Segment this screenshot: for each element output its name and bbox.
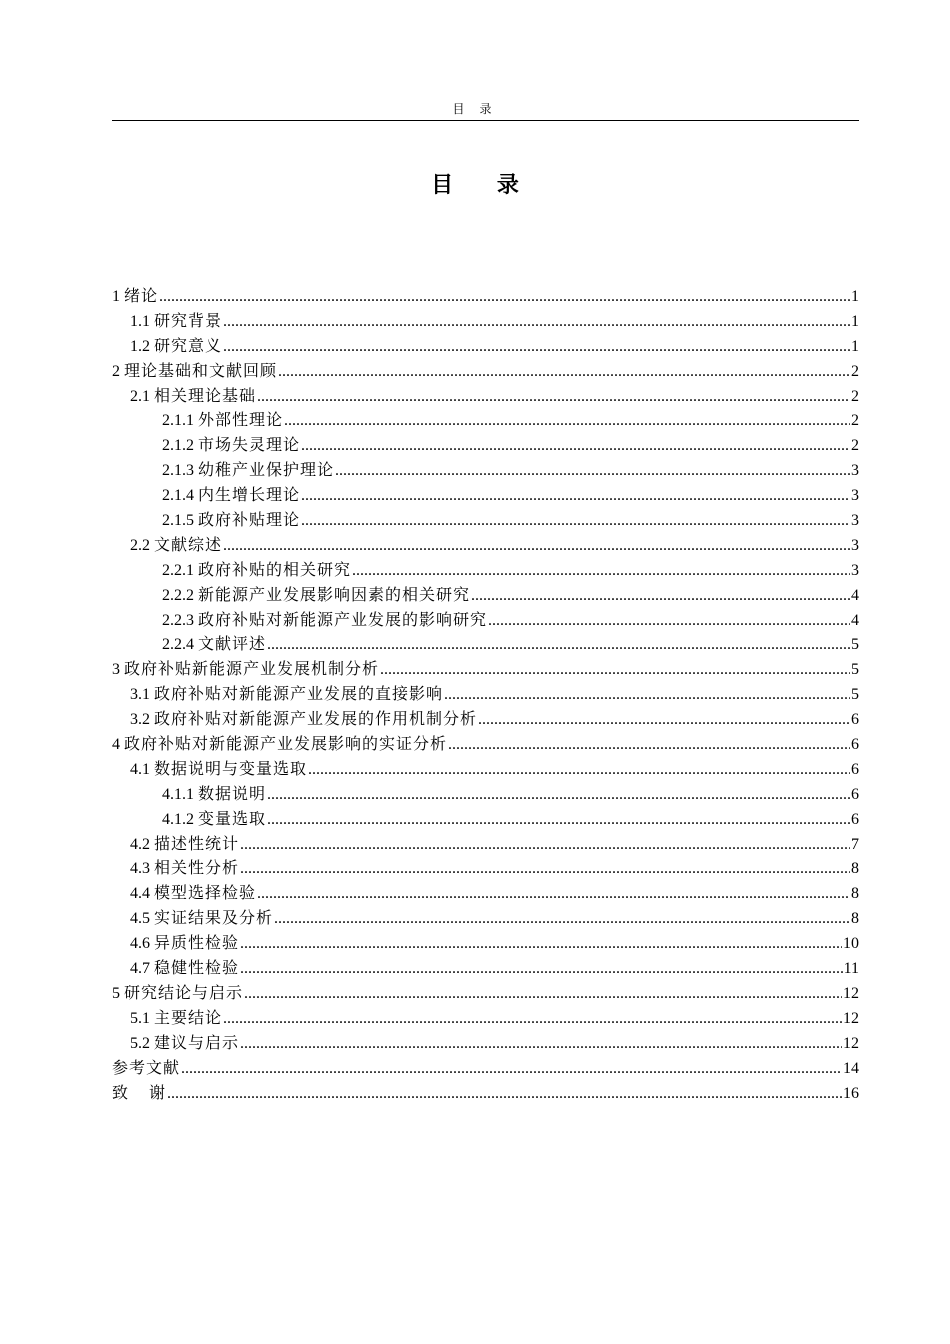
toc-entry-title: 致 谢	[112, 1084, 167, 1102]
dot-leader	[240, 957, 843, 982]
toc-entry-number: 4.4	[130, 885, 150, 903]
dot-leader	[257, 882, 850, 907]
toc-entry-label	[112, 658, 379, 683]
toc-entry-title: 内生增长理论	[198, 487, 301, 505]
toc-entry-label	[130, 882, 256, 907]
toc-entry-number: 3.2	[130, 711, 150, 729]
toc-entry-title: 文献评述	[198, 636, 267, 654]
toc-entry-number: 5.2	[130, 1034, 150, 1052]
toc-entry-label	[130, 683, 443, 708]
toc-entry-label	[162, 609, 487, 634]
dot-leader	[223, 310, 850, 335]
toc-entry-number: 2.2.1	[162, 561, 194, 579]
toc-entry-page-number: 2	[851, 362, 859, 380]
toc-entry-label	[130, 534, 222, 559]
toc-entry-page-number: 6	[851, 711, 859, 729]
toc-entry-label	[130, 932, 239, 957]
toc-entry-number: 4.1	[130, 760, 150, 778]
dot-leader	[240, 1032, 842, 1057]
toc-entry-label	[130, 833, 239, 858]
dot-leader	[301, 484, 850, 509]
dot-leader	[267, 783, 850, 808]
toc-entry-number: 2.1.3	[162, 462, 194, 480]
toc-entry[interactable]	[112, 733, 859, 758]
toc-entry[interactable]	[112, 1057, 859, 1082]
toc-entry[interactable]	[112, 1007, 859, 1032]
dot-leader	[278, 360, 850, 385]
toc-entry-title: 政府补贴新能源产业发展机制分析	[124, 661, 380, 679]
toc-entry-number: 2.2.4	[162, 636, 194, 654]
toc-entry[interactable]	[112, 509, 859, 534]
toc-entry[interactable]	[112, 434, 859, 459]
dot-leader	[159, 285, 850, 310]
toc-entry-label	[130, 1032, 239, 1057]
toc-entry-title: 政府补贴对新能源产业发展的作用机制分析	[154, 711, 478, 729]
dot-leader	[448, 733, 850, 758]
toc-entry-title: 文献综述	[154, 536, 223, 554]
toc-entry-page-number: 5	[851, 686, 859, 704]
toc-entry-label	[112, 733, 447, 758]
toc-entry-number: 2.2	[130, 536, 150, 554]
toc-entry-title: 模型选择检验	[154, 885, 257, 903]
toc-entry-page-number: 1	[851, 312, 859, 330]
toc-entry[interactable]	[112, 833, 859, 858]
toc-entry-number: 4.2	[130, 835, 150, 853]
toc-entry[interactable]	[112, 1032, 859, 1057]
toc-entry[interactable]	[112, 609, 859, 634]
toc-entry-number: 2.1	[130, 387, 150, 405]
dot-leader	[352, 559, 850, 584]
page-title: 目 录	[431, 173, 537, 198]
toc-entry-label	[162, 783, 266, 808]
toc-entry-number: 2.1.1	[162, 412, 194, 430]
dot-leader	[267, 808, 850, 833]
toc-entry-title: 描述性统计	[154, 835, 240, 853]
dot-leader	[167, 1082, 842, 1107]
dot-leader	[257, 385, 850, 410]
toc-entry-page-number: 5	[851, 636, 859, 654]
toc-entry[interactable]	[112, 559, 859, 584]
toc-entry[interactable]	[112, 385, 859, 410]
dot-leader	[244, 982, 842, 1007]
dot-leader	[284, 409, 850, 434]
toc-entry[interactable]	[112, 658, 859, 683]
toc-entry-page-number: 12	[843, 1009, 859, 1027]
toc-entry-number: 1.1	[130, 312, 150, 330]
toc-entry-page-number: 11	[843, 960, 859, 978]
toc-entry-label	[130, 708, 477, 733]
toc-entry-page-number: 8	[851, 910, 859, 928]
toc-entry-title: 数据说明与变量选取	[154, 760, 308, 778]
toc-entry-title: 绪论	[124, 288, 159, 305]
toc-entry[interactable]	[112, 360, 859, 385]
toc-entry-title: 变量选取	[198, 810, 267, 828]
toc-entry-label	[130, 857, 239, 882]
toc-entry-title: 相关理论基础	[154, 387, 257, 405]
toc-entry-label	[130, 957, 239, 982]
toc-entry-page-number: 3	[851, 512, 859, 530]
toc-entry-title: 相关性分析	[154, 860, 240, 878]
toc-entry-label	[162, 484, 300, 509]
dot-leader	[240, 857, 850, 882]
toc-entry-title: 外部性理论	[198, 412, 284, 430]
toc-entry-page-number: 1	[851, 337, 859, 355]
toc-entry-label	[112, 285, 158, 310]
toc-entry-label	[162, 509, 300, 534]
toc-entry-page-number: 3	[851, 462, 859, 480]
dot-leader	[223, 1007, 842, 1032]
dot-leader	[274, 907, 850, 932]
toc-entry-page-number: 12	[843, 984, 859, 1002]
toc-entry-title: 数据说明	[198, 785, 267, 803]
toc-entry[interactable]	[112, 982, 859, 1007]
toc-entry[interactable]	[112, 1082, 859, 1107]
toc-entry-number: 2.1.4	[162, 487, 194, 505]
toc-entry-title: 研究背景	[154, 312, 223, 330]
toc-entry-label	[162, 808, 266, 833]
dot-leader	[335, 459, 850, 484]
dot-leader	[471, 584, 850, 609]
toc-entry-page-number: 16	[843, 1084, 859, 1102]
toc-entry-label	[130, 335, 222, 360]
toc-entry-page-number: 1	[851, 288, 859, 305]
toc-entry-title: 政府补贴对新能源产业发展影响的实证分析	[124, 736, 448, 754]
dot-leader	[223, 534, 850, 559]
toc-entry-number: 3	[112, 661, 120, 679]
toc-entry[interactable]	[112, 708, 859, 733]
toc-entry[interactable]	[112, 957, 859, 982]
dot-leader	[308, 758, 850, 783]
toc-entry[interactable]	[112, 409, 859, 434]
header-rule	[112, 120, 859, 121]
toc-entry-page-number: 5	[851, 661, 859, 679]
toc-entry-page-number: 3	[851, 536, 859, 554]
dot-leader	[223, 335, 850, 360]
toc-entry[interactable]	[112, 932, 859, 957]
toc-entry-title: 政府补贴对新能源产业发展的直接影响	[154, 686, 444, 704]
toc-entry-title: 研究结论与启示	[124, 984, 244, 1002]
toc-entry-label	[112, 360, 277, 385]
toc-entry[interactable]	[112, 882, 859, 907]
toc-entry[interactable]	[112, 683, 859, 708]
toc-entry-label	[162, 409, 283, 434]
toc-entry-title: 建议与启示	[154, 1034, 240, 1052]
toc-entry[interactable]	[112, 459, 859, 484]
toc-entry-title: 稳健性检验	[154, 960, 240, 978]
dot-leader	[478, 708, 850, 733]
toc-entry[interactable]	[112, 584, 859, 609]
toc-entry-label	[130, 758, 307, 783]
toc-entry[interactable]	[112, 484, 859, 509]
dot-leader	[301, 509, 850, 534]
toc-entry[interactable]	[112, 335, 859, 360]
toc-entry[interactable]	[112, 534, 859, 559]
toc-entry[interactable]	[112, 285, 859, 310]
toc-entry-number: 4.6	[130, 935, 150, 953]
toc-entry-page-number: 10	[843, 935, 859, 953]
dot-leader	[488, 609, 850, 634]
toc-entry-number: 2.1.5	[162, 512, 194, 530]
toc-entry-label	[112, 982, 243, 1007]
toc-entry-number: 4.3	[130, 860, 150, 878]
toc-entry-number: 2.2.3	[162, 611, 194, 629]
toc-entry-page-number: 7	[851, 835, 859, 853]
toc-entry-title: 政府补贴理论	[198, 512, 301, 530]
toc-entry-label	[112, 1057, 180, 1082]
toc-entry-title: 参考文献	[112, 1059, 181, 1077]
toc-entry-number: 5.1	[130, 1009, 150, 1027]
toc-entry-page-number: 6	[851, 785, 859, 803]
dot-leader	[301, 434, 850, 459]
toc-entry-label	[130, 310, 222, 335]
dot-leader	[380, 658, 850, 683]
toc-entry[interactable]	[112, 783, 859, 808]
toc-entry-number: 4	[112, 736, 120, 754]
toc-entry-number: 4.1.2	[162, 810, 194, 828]
toc-entry-page-number: 4	[851, 611, 859, 629]
toc-entry-label	[130, 1007, 222, 1032]
toc-entry-number: 2	[112, 362, 120, 380]
toc-entry-page-number: 2	[851, 437, 859, 455]
toc-entry-label	[112, 1082, 166, 1107]
dot-leader	[240, 833, 850, 858]
running-header: 目 录	[452, 102, 498, 116]
toc-entry[interactable]	[112, 857, 859, 882]
dot-leader	[181, 1057, 842, 1082]
toc-entry-number: 4.1.1	[162, 785, 194, 803]
toc-entry[interactable]	[112, 758, 859, 783]
toc-entry-number: 3.1	[130, 686, 150, 704]
toc-entry-label	[162, 633, 266, 658]
dot-leader	[240, 932, 842, 957]
toc-entry[interactable]	[112, 633, 859, 658]
toc-entry-label	[162, 559, 351, 584]
toc-entry-number: 1.2	[130, 337, 150, 355]
toc-entry-page-number: 6	[851, 810, 859, 828]
toc-entry-label	[130, 907, 273, 932]
toc-entry-page-number: 2	[851, 387, 859, 405]
dot-leader	[444, 683, 850, 708]
toc-entry-label	[162, 434, 300, 459]
toc-entry-title: 市场失灵理论	[198, 437, 301, 455]
toc-entry-page-number: 6	[851, 760, 859, 778]
toc-entry-title: 主要结论	[154, 1009, 223, 1027]
toc-entry[interactable]	[112, 808, 859, 833]
table-of-contents	[112, 285, 859, 1106]
toc-entry-page-number: 2	[851, 412, 859, 430]
toc-entry-number: 1	[112, 288, 120, 305]
toc-entry-page-number: 4	[851, 586, 859, 604]
toc-entry-number: 5	[112, 984, 120, 1002]
toc-entry-page-number: 3	[851, 561, 859, 579]
toc-entry-number: 2.2.2	[162, 586, 194, 604]
toc-entry-title: 政府补贴的相关研究	[198, 561, 352, 579]
toc-entry-title: 幼稚产业保护理论	[198, 462, 335, 480]
toc-entry-label	[162, 459, 334, 484]
toc-entry-page-number: 12	[843, 1034, 859, 1052]
toc-entry-page-number: 8	[851, 885, 859, 903]
toc-entry-page-number: 3	[851, 487, 859, 505]
toc-entry[interactable]	[112, 310, 859, 335]
dot-leader	[267, 633, 850, 658]
toc-entry-number: 4.7	[130, 960, 150, 978]
toc-entry-title: 异质性检验	[154, 935, 240, 953]
toc-entry-page-number: 6	[851, 736, 859, 754]
toc-entry[interactable]	[112, 907, 859, 932]
toc-entry-title: 新能源产业发展影响因素的相关研究	[198, 586, 471, 604]
toc-entry-title: 理论基础和文献回顾	[124, 362, 278, 380]
toc-entry-title: 研究意义	[154, 337, 223, 355]
toc-entry-title: 政府补贴对新能源产业发展的影响研究	[198, 611, 488, 629]
toc-entry-page-number: 14	[843, 1059, 859, 1077]
toc-entry-number: 2.1.2	[162, 437, 194, 455]
toc-entry-label	[130, 385, 256, 410]
toc-entry-title: 实证结果及分析	[154, 910, 274, 928]
toc-entry-number: 4.5	[130, 910, 150, 928]
toc-entry-page-number: 8	[851, 860, 859, 878]
toc-entry-label	[162, 584, 470, 609]
